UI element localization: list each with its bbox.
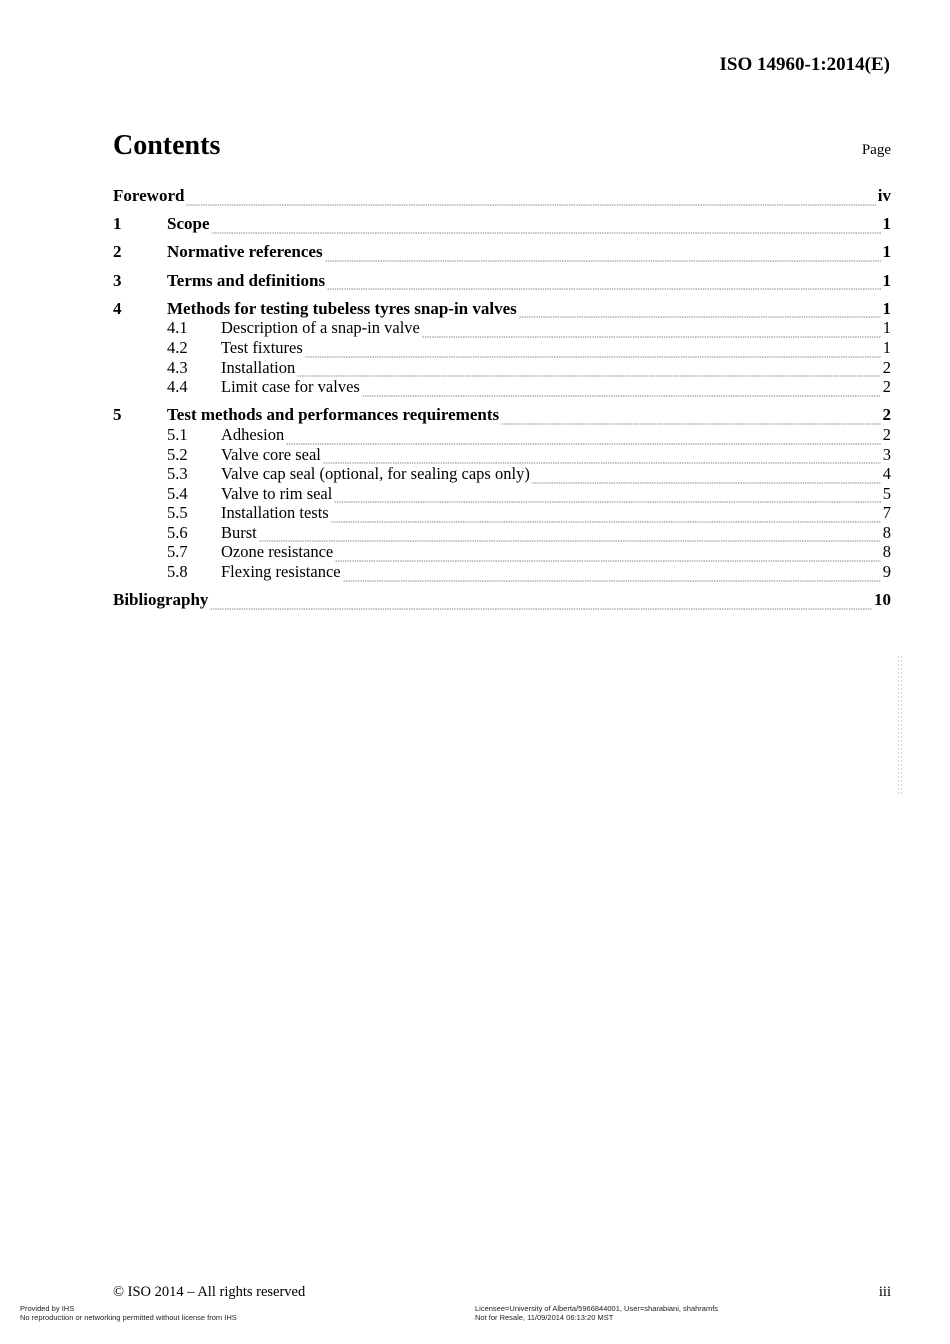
toc-subentry-page: 8	[882, 522, 891, 542]
toc-entry[interactable]	[113, 590, 891, 610]
not-for-resale-text: Not for Resale, 11/09/2014 06:13:20 MST	[475, 1313, 614, 1322]
toc-entry-number: 3	[113, 270, 122, 290]
toc-subentry-number: 5.2	[167, 444, 188, 464]
toc-subentry-page: 7	[882, 503, 891, 523]
toc-subentry[interactable]	[113, 484, 891, 504]
dot-leader	[186, 186, 875, 206]
side-watermark-mark	[897, 655, 903, 795]
toc-subentry-page: 8	[882, 542, 891, 562]
document-id-header: ISO 14960-1:2014(E)	[719, 54, 890, 75]
toc-subentry-title: Flexing resistance	[221, 562, 341, 582]
toc-subentry[interactable]	[113, 464, 891, 484]
table-of-contents	[113, 186, 891, 610]
toc-subentry-number: 5.1	[167, 424, 188, 444]
toc-entry-title: Methods for testing tubeless tyres snap-in valves	[167, 298, 517, 318]
toc-subentry-number: 5.5	[167, 503, 188, 523]
toc-subentry[interactable]	[113, 503, 891, 523]
toc-subentry[interactable]	[113, 338, 891, 358]
contents-title: Contents	[113, 130, 221, 161]
license-notice	[475, 1304, 718, 1322]
toc-entry-page: 10	[874, 590, 891, 610]
toc-entry-title: Normative references	[167, 242, 323, 262]
toc-subentry[interactable]	[113, 562, 891, 582]
toc-subentry[interactable]	[113, 523, 891, 543]
toc-subentry[interactable]	[113, 358, 891, 378]
dot-leader	[519, 299, 881, 319]
toc-subentry[interactable]	[113, 318, 891, 338]
toc-subentry-title: Valve to rim seal	[221, 483, 333, 503]
toc-entry-page: 1	[882, 242, 891, 262]
toc-entry-title: Test methods and performances requirements	[167, 405, 500, 425]
toc-subentry-page: 2	[882, 357, 891, 377]
toc-subentry-title: Valve cap seal (optional, for sealing caps only)	[221, 464, 530, 484]
dot-leader	[305, 338, 881, 358]
toc-subentry-page: 9	[882, 562, 891, 582]
toc-entry-number: 5	[113, 405, 122, 425]
toc-subentry-title: Adhesion	[221, 424, 285, 444]
toc-subentry-number: 5.4	[167, 483, 188, 503]
toc-entry-page: iv	[877, 186, 891, 205]
dot-leader	[532, 464, 881, 484]
toc-entry-number: 1	[113, 214, 122, 234]
toc-subentry-page: 1	[882, 337, 891, 357]
dot-leader	[286, 425, 881, 445]
toc-subentry-number: 4.2	[167, 337, 188, 357]
dot-leader	[212, 214, 881, 234]
toc-subentry-number: 4.4	[167, 377, 188, 397]
toc-subentry-title: Installation tests	[221, 503, 329, 523]
dot-leader	[259, 523, 881, 543]
dot-leader	[501, 405, 880, 425]
toc-subentry[interactable]	[113, 377, 891, 397]
toc-subentry-title: Limit case for valves	[221, 377, 360, 397]
toc-entry-number: 4	[113, 298, 122, 318]
dot-leader	[334, 484, 880, 504]
toc-entry-title: Scope	[167, 214, 210, 234]
toc-subentry-page: 1	[882, 318, 891, 338]
toc-subentry[interactable]	[113, 445, 891, 465]
dot-leader	[323, 445, 881, 465]
dot-leader	[422, 318, 881, 338]
toc-subentry-number: 5.6	[167, 522, 188, 542]
provided-by-text: Provided by IHS	[20, 1304, 75, 1313]
toc-subentry-number: 5.8	[167, 562, 188, 582]
toc-subentry[interactable]	[113, 425, 891, 445]
licensee-text: Licensee=University of Alberta/5966844001, User=sharabiani, shahramfs	[475, 1304, 719, 1313]
toc-entry[interactable]	[113, 299, 891, 319]
toc-entry-title: Bibliography	[113, 590, 209, 610]
dot-leader	[362, 377, 881, 397]
footer-page-number: iii	[878, 1284, 891, 1300]
toc-entry[interactable]	[113, 242, 891, 262]
toc-subentry-page: 5	[882, 483, 891, 503]
dot-leader	[331, 503, 881, 523]
page-column-label: Page	[861, 142, 891, 158]
dot-leader	[325, 242, 881, 262]
toc-entry-page: 2	[882, 405, 891, 425]
toc-entry-page: 1	[882, 298, 891, 318]
toc-entry-page: 1	[882, 270, 891, 290]
dot-leader	[327, 271, 880, 291]
toc-entry[interactable]	[113, 186, 891, 206]
dot-leader	[343, 562, 881, 582]
toc-subentry-number: 5.7	[167, 542, 188, 562]
toc-entry-page: 1	[882, 214, 891, 234]
dot-leader	[297, 358, 881, 378]
toc-subentry-title: Burst	[221, 522, 257, 542]
toc-subentry-title: Valve core seal	[221, 444, 321, 464]
toc-subentry-number: 4.1	[167, 318, 188, 338]
toc-subentry[interactable]	[113, 542, 891, 562]
provider-notice	[20, 1304, 237, 1322]
toc-subentry-number: 5.3	[167, 464, 188, 484]
toc-subentry-page: 2	[882, 424, 891, 444]
dot-leader	[210, 590, 872, 610]
toc-subentry-page: 3	[882, 444, 891, 464]
no-reproduction-text: No reproduction or networking permitted without license from IHS	[20, 1313, 237, 1322]
toc-entry[interactable]	[113, 214, 891, 234]
toc-entry-title: Terms and definitions	[167, 270, 326, 290]
toc-subentry-title: Description of a snap-in valve	[221, 318, 420, 338]
toc-entry[interactable]	[113, 405, 891, 425]
toc-subentry-number: 4.3	[167, 357, 188, 377]
toc-entry[interactable]	[113, 271, 891, 291]
dot-leader	[335, 542, 881, 562]
toc-entry-title: Foreword	[113, 186, 185, 205]
copyright-notice: © ISO 2014 – All rights reserved	[113, 1284, 306, 1300]
toc-entry-number: 2	[113, 242, 122, 262]
toc-subentry-page: 2	[882, 377, 891, 397]
toc-subentry-page: 4	[882, 464, 891, 484]
toc-subentry-title: Installation	[221, 357, 296, 377]
toc-subentry-title: Test fixtures	[221, 337, 303, 357]
toc-subentry-title: Ozone resistance	[221, 542, 334, 562]
